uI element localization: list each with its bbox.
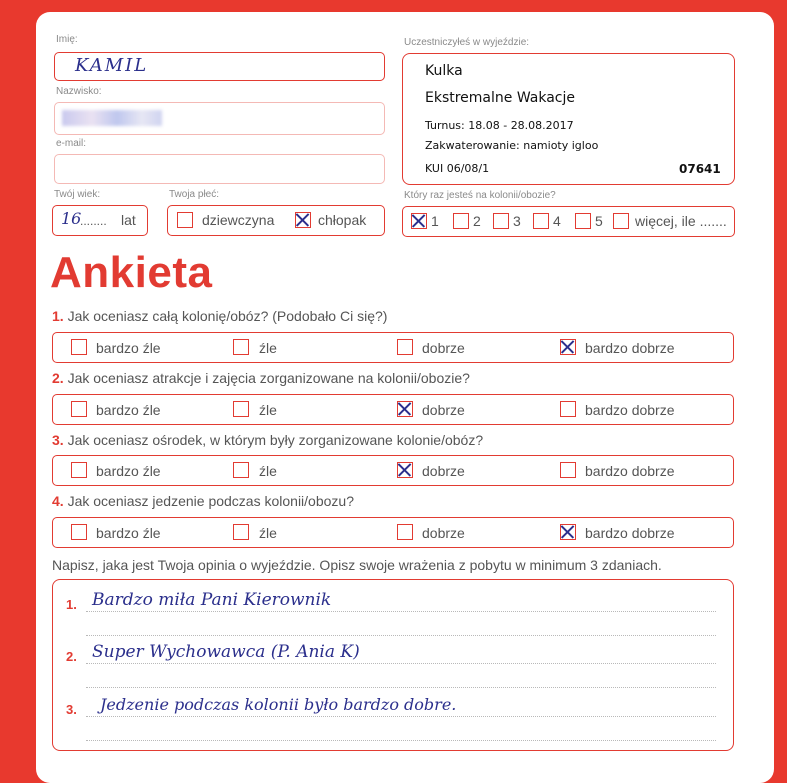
surname-label: Nazwisko:: [56, 86, 102, 97]
q1-bardzo-dobrze-label: bardzo dobrze: [585, 340, 675, 356]
question-4-number: 4.: [52, 493, 64, 509]
q3-bardzo-dobrze-label: bardzo dobrze: [585, 463, 675, 479]
times-4-label: 4: [553, 213, 561, 229]
trip-code: KUI 06/08/1: [425, 162, 490, 175]
question-3: [52, 432, 483, 448]
email-field[interactable]: [54, 154, 385, 184]
q4-bardzo-dobrze-label: bardzo dobrze: [585, 525, 675, 541]
times-2-label: 2: [473, 213, 481, 229]
accommodation-label: Zakwaterowanie:: [425, 139, 520, 152]
q2-bardzo-dobrze-checkbox[interactable]: [560, 401, 576, 417]
q1-bardzo-zle-checkbox[interactable]: [71, 339, 87, 355]
opinion-2-text: Super Wychowawca (P. Ania K): [92, 642, 360, 662]
trip-number: 07641: [679, 162, 721, 176]
question-2-number: 2.: [52, 370, 64, 386]
q4-bardzo-zle-label: bardzo źle: [96, 525, 161, 541]
question-4-options: [52, 517, 734, 548]
question-4-text: Jak oceniasz jedzenie podczas kolonii/obozu?: [67, 493, 354, 509]
q1-bardzo-dobrze-checkbox[interactable]: [560, 339, 576, 355]
opinion-line-2: [86, 635, 716, 636]
q1-dobrze-checkbox[interactable]: [397, 339, 413, 355]
age-unit: lat: [121, 212, 136, 228]
times-3-checkbox[interactable]: [493, 213, 509, 229]
times-1-checkbox[interactable]: [411, 213, 427, 229]
times-field: [402, 206, 735, 237]
question-1-text: Jak oceniasz całą kolonię/obóz? (Podobało Ci się?): [67, 308, 388, 324]
redacted-surname: [62, 110, 162, 126]
q3-zle-label: źle: [259, 463, 277, 479]
opinion-2-number: 2.: [66, 649, 77, 664]
name-value: KAMIL: [75, 55, 149, 76]
opinion-line-1: [86, 611, 716, 612]
q3-bardzo-zle-label: bardzo źle: [96, 463, 161, 479]
q1-bardzo-zle-label: bardzo źle: [96, 340, 161, 356]
q1-zle-label: źle: [259, 340, 277, 356]
q1-dobrze-label: dobrze: [422, 340, 465, 356]
age-label: Twój wiek:: [54, 189, 101, 200]
q2-bardzo-dobrze-label: bardzo dobrze: [585, 402, 675, 418]
q2-zle-checkbox[interactable]: [233, 401, 249, 417]
question-3-number: 3.: [52, 432, 64, 448]
q2-bardzo-zle-checkbox[interactable]: [71, 401, 87, 417]
q4-bardzo-dobrze-checkbox[interactable]: [560, 524, 576, 540]
name-label: Imię:: [56, 34, 78, 45]
gender-boy-label: chłopak: [318, 212, 367, 228]
trip-label: Uczestniczyłeś w wyjeździe:: [404, 37, 530, 48]
opinion-1-number: 1.: [66, 597, 77, 612]
gender-girl-checkbox[interactable]: [177, 212, 193, 228]
times-more-label: więcej, ile .......: [635, 213, 727, 229]
q2-bardzo-zle-label: bardzo źle: [96, 402, 161, 418]
q2-zle-label: źle: [259, 402, 277, 418]
question-1-options: [52, 332, 734, 363]
accommodation-value: namioty igloo: [523, 139, 599, 152]
opinion-prompt: Napisz, jaka jest Twoja opinia o wyjeździe. Opisz swoje wrażenia z pobytu w minimum 3 zdaniach.: [52, 557, 662, 573]
times-3-label: 3: [513, 213, 521, 229]
q3-dobrze-label: dobrze: [422, 463, 465, 479]
age-dots: ........: [80, 214, 107, 228]
question-4: [52, 493, 354, 509]
question-3-text: Jak oceniasz ośrodek, w którym były zorganizowane kolonie/obóz?: [67, 432, 484, 448]
q3-bardzo-dobrze-checkbox[interactable]: [560, 462, 576, 478]
trip-box: [402, 53, 735, 185]
q3-bardzo-zle-checkbox[interactable]: [71, 462, 87, 478]
age-value: 16: [61, 209, 82, 228]
trip-name: Ekstremalne Wakacje: [425, 90, 576, 106]
q3-zle-checkbox[interactable]: [233, 462, 249, 478]
opinion-3-number: 3.: [66, 702, 77, 717]
opinion-1-text: Bardzo miła Pani Kierownik: [92, 590, 332, 610]
q4-zle-label: źle: [259, 525, 277, 541]
times-5-label: 5: [595, 213, 603, 229]
times-5-checkbox[interactable]: [575, 213, 591, 229]
gender-label: Twoja płeć:: [169, 189, 220, 200]
q2-dobrze-label: dobrze: [422, 402, 465, 418]
q2-dobrze-checkbox[interactable]: [397, 401, 413, 417]
trip-organizer: Kulka: [425, 63, 463, 79]
q1-zle-checkbox[interactable]: [233, 339, 249, 355]
question-2-options: [52, 394, 734, 425]
name-field[interactable]: [54, 52, 385, 81]
q4-dobrze-checkbox[interactable]: [397, 524, 413, 540]
q4-zle-checkbox[interactable]: [233, 524, 249, 540]
turnus-label: Turnus:: [425, 119, 465, 132]
opinion-line-6: [86, 740, 716, 741]
q4-bardzo-zle-checkbox[interactable]: [71, 524, 87, 540]
opinion-line-5: [86, 716, 716, 717]
gender-field: [167, 205, 385, 236]
page-title: Ankieta: [50, 248, 213, 297]
times-label: Który raz jesteś na kolonii/obozie?: [404, 190, 556, 201]
email-label: e-mail:: [56, 138, 87, 149]
q4-dobrze-label: dobrze: [422, 525, 465, 541]
times-1-label: 1: [431, 213, 439, 229]
opinion-line-4: [86, 687, 716, 688]
turnus-value: 18.08 - 28.08.2017: [468, 119, 574, 132]
times-2-checkbox[interactable]: [453, 213, 469, 229]
opinion-line-3: [86, 663, 716, 664]
times-more-checkbox[interactable]: [613, 213, 629, 229]
question-2-text: Jak oceniasz atrakcje i zajęcia zorganizowane na kolonii/obozie?: [67, 370, 470, 386]
age-field[interactable]: [52, 205, 148, 236]
q3-dobrze-checkbox[interactable]: [397, 462, 413, 478]
times-4-checkbox[interactable]: [533, 213, 549, 229]
question-3-options: [52, 455, 734, 486]
question-1: [52, 308, 387, 324]
question-1-number: 1.: [52, 308, 64, 324]
gender-girl-label: dziewczyna: [202, 212, 275, 228]
gender-boy-checkbox[interactable]: [295, 212, 311, 228]
question-2: [52, 370, 470, 386]
opinion-3-text: Jedzenie podczas kolonii było bardzo dobre.: [100, 695, 457, 714]
